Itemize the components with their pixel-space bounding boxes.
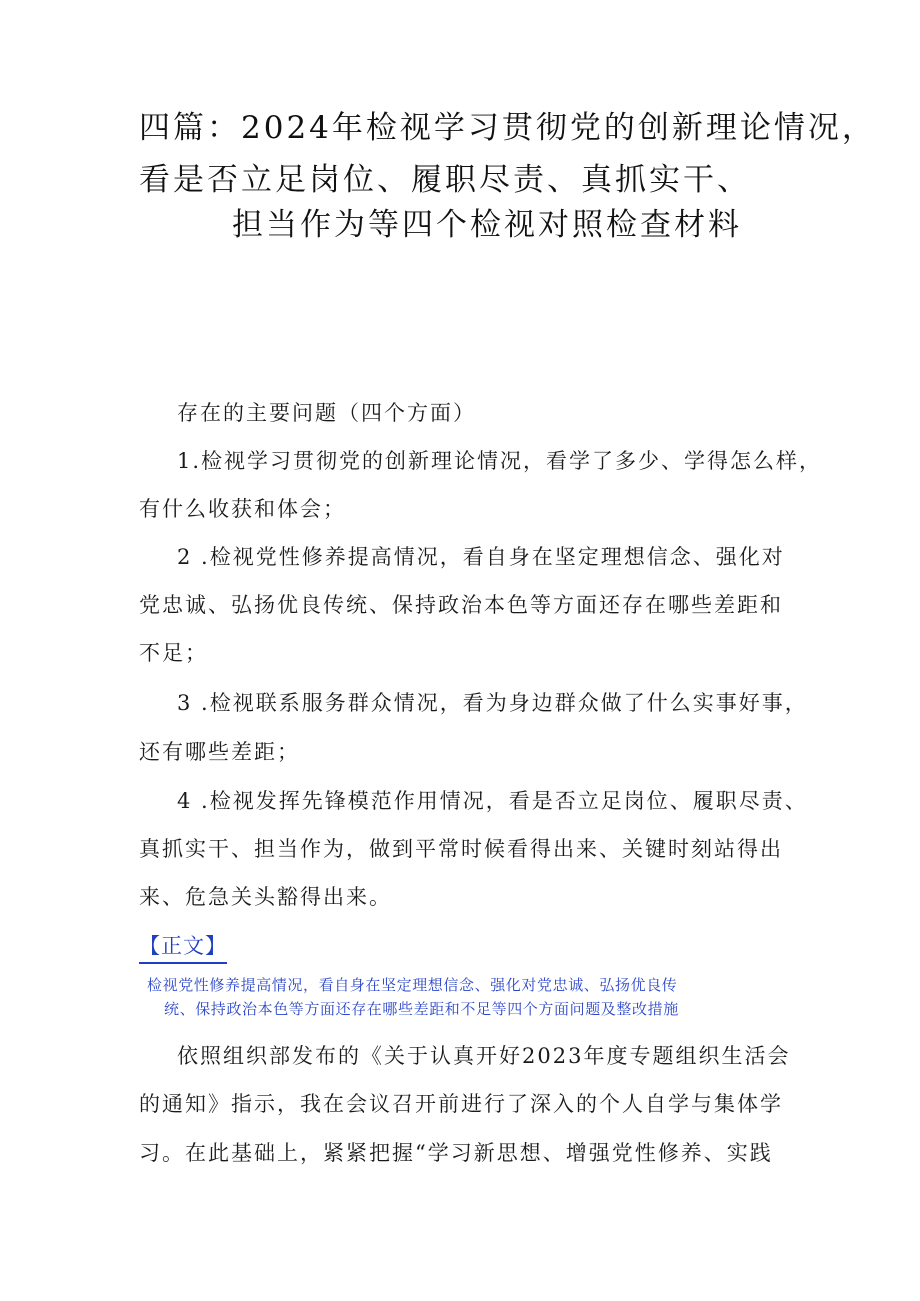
item-1-line-1: 1.检视学习贯彻党的创新理论情况，看学了多少、学得怎么样， — [177, 449, 823, 473]
item-2-line-3: 不足； — [139, 641, 208, 665]
blue-subtitle-line-1: 检视党性修养提高情况，看自身在坚定理想信念、强化对党忠诚、弘扬优良传 — [147, 976, 678, 994]
item-4-line-2: 真抓实干、担当作为，做到平常时候看得出来、关键时刻站得出 — [139, 837, 783, 861]
zhengwen-link[interactable]: 【正文】 — [139, 931, 227, 964]
document-title-line-3: 担当作为等四个检视对照检查材料 — [232, 207, 742, 243]
item-3-line-2: 还有哪些差距； — [139, 740, 300, 764]
item-3-line-1: 3 .检视联系服务群众情况，看为身边群众做了什么实事好事， — [177, 691, 808, 715]
document-title-line-2: 看是否立足岗位、履职尽责、真抓实干、 — [139, 162, 751, 198]
body-line-3: 习。在此基础上，紧紧把握“学习新思想、增强党性修养、实践 — [139, 1141, 773, 1165]
blue-subtitle-line-2: 统、保持政治本色等方面还存在哪些差距和不足等四个方面问题及整改措施 — [164, 1000, 679, 1018]
item-4-line-3: 来、危急关头豁得出来。 — [139, 885, 392, 909]
item-1-line-2: 有什么收获和体会； — [139, 497, 346, 521]
section-heading: 存在的主要问题（四个方面） — [177, 401, 476, 425]
body-line-2: 的通知》指示，我在会议召开前进行了深入的个人自学与集体学 — [139, 1092, 783, 1116]
document-title-line-1: 四篇：2024年检视学习贯彻党的创新理论情况， — [139, 110, 876, 146]
item-2-line-1: 2 .检视党性修养提高情况，看自身在坚定理想信念、强化对 — [177, 545, 785, 569]
item-4-line-1: 4 .检视发挥先锋模范作用情况，看是否立足岗位、履职尽责、 — [177, 789, 808, 813]
item-2-line-2: 党忠诚、弘扬优良传统、保持政治本色等方面还存在哪些差距和 — [139, 593, 783, 617]
body-line-1: 依照组织部发布的《关于认真开好2023年度专题组织生活会 — [177, 1044, 791, 1068]
